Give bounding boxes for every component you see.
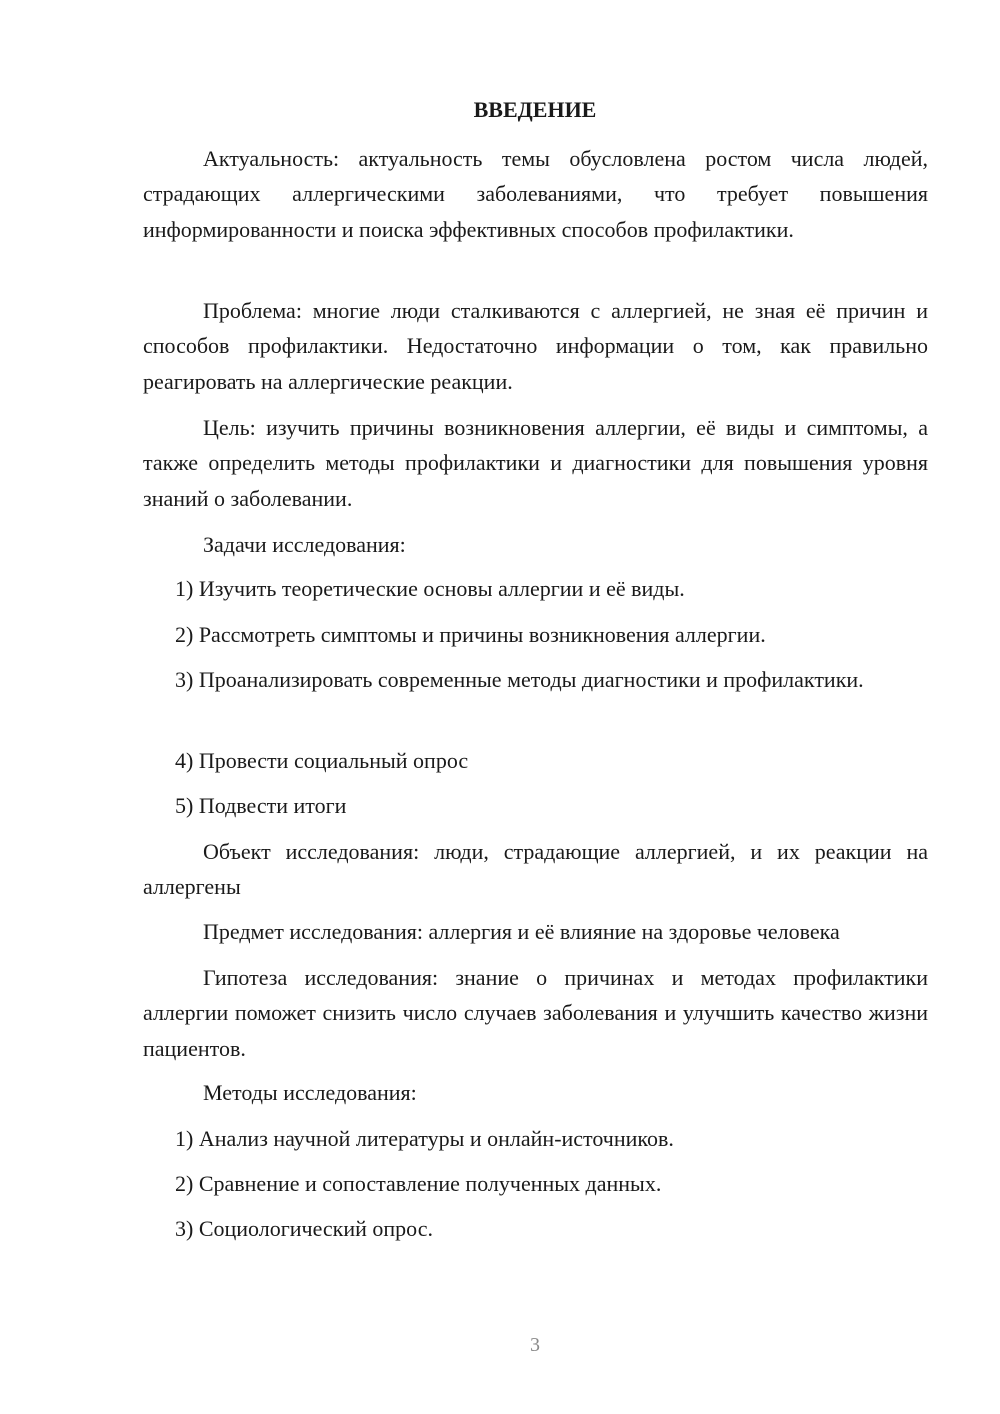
paragraph-subject: Предмет исследования: аллергия и её влияние на здоровье человека xyxy=(203,919,840,944)
paragraph-relevance: Актуальность: актуальность темы обусловлена ростом числа людей, страдающих аллергическими заболеваниями, что требует повышения информированности и поиска эффективных способов профилактики. xyxy=(143,146,928,242)
page-title: ВВЕДЕНИЕ xyxy=(473,97,597,122)
task-item-5: 5) Подвести итоги xyxy=(175,793,347,818)
page-number: 3 xyxy=(530,1334,540,1356)
tasks-heading: Задачи исследования: xyxy=(203,532,406,557)
paragraph-hypothesis: Гипотеза исследования: знание о причинах и методах профилактики аллергии поможет снизить число случаев заболевания и улучшить качество жизни пациентов. xyxy=(143,965,928,1061)
task-item-1: 1) Изучить теоретические основы аллергии и её виды. xyxy=(175,576,685,601)
methods-heading: Методы исследования: xyxy=(203,1080,417,1105)
method-item-1: 1) Анализ научной литературы и онлайн-источников. xyxy=(175,1126,674,1151)
task-item-2: 2) Рассмотреть симптомы и причины возникновения аллергии. xyxy=(175,622,766,647)
paragraph-problem: Проблема: многие люди сталкиваются с аллергией, не зная её причин и способов профилактики. Недостаточно информации о том, как правильно реагировать на аллергические реакции. xyxy=(143,298,928,394)
task-item-3: 3) Проанализировать современные методы диагностики и профилактики. xyxy=(175,667,864,692)
paragraph-goal: Цель: изучить причины возникновения аллергии, её виды и симптомы, а также определить методы профилактики и диагностики для повышения уровня знаний о заболевании. xyxy=(143,415,928,511)
method-item-3: 3) Социологический опрос. xyxy=(175,1216,433,1241)
paragraph-object: Объект исследования: люди, страдающие аллергией, и их реакции на аллергены xyxy=(143,839,928,900)
task-item-4: 4) Провести социальный опрос xyxy=(175,748,469,773)
method-item-2: 2) Сравнение и сопоставление полученных данных. xyxy=(175,1171,662,1196)
